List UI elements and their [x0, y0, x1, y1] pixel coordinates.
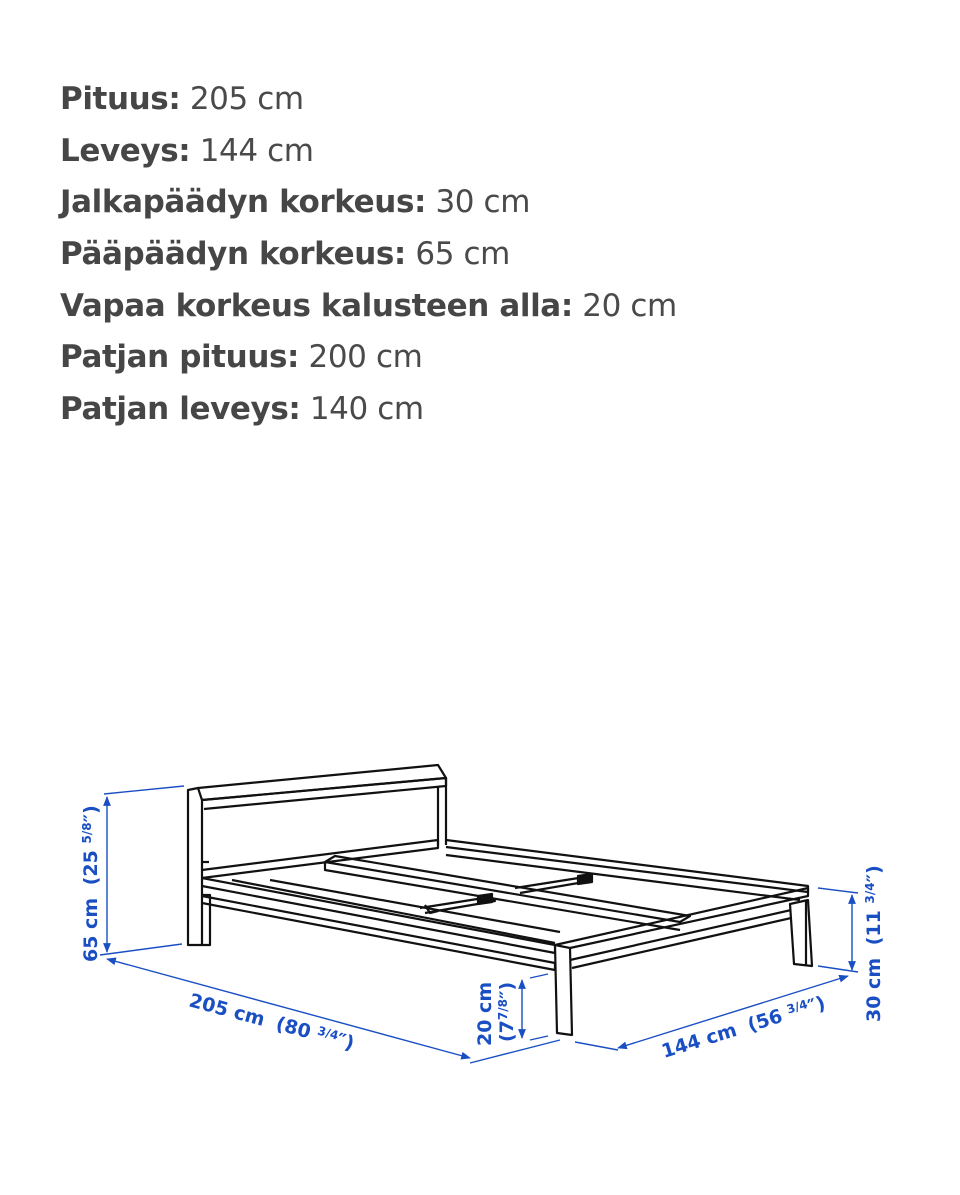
- spec-label: Jalkapäädyn korkeus:: [60, 184, 426, 221]
- spec-value: 144 cm: [190, 132, 314, 169]
- spec-label: Patjan pituus:: [60, 339, 300, 376]
- dim-footboard-height: 30 cm (11 $^{3/4}$″): [863, 865, 885, 1022]
- spec-label: Vapaa korkeus kalusteen alla:: [60, 287, 573, 324]
- bed-dimension-diagram: [0, 740, 960, 1100]
- spec-value: 205 cm: [180, 81, 304, 117]
- dim-width: 144 cm (56 $^{3/4}$″): [659, 992, 829, 1063]
- spec-label: Pääpäädyn korkeus:: [60, 236, 406, 273]
- spec-headboard-height: [60, 229, 677, 281]
- spec-value: 30 cm: [426, 184, 530, 221]
- spec-value: 140 cm: [300, 391, 424, 428]
- spec-footboard-height: [60, 177, 677, 229]
- spec-value: 20 cm: [572, 287, 677, 324]
- spec-mattress-width: [60, 384, 677, 436]
- dim-headboard-height: 65 cm (25 $^{5/8}$″): [80, 805, 102, 962]
- product-dimensions-list: [60, 74, 677, 436]
- spec-value: 200 cm: [299, 339, 423, 376]
- spec-label: Patjan leveys:: [60, 391, 301, 428]
- dim-length: 205 cm (80 $^{3/4}$″): [186, 989, 357, 1055]
- spec-under-clearance: [60, 281, 677, 333]
- spec-width: [60, 126, 677, 178]
- dim-clearance-metric: 20 cm: [474, 981, 496, 1046]
- dim-clearance-imperial: $(7^{7/8}'')$: [496, 981, 518, 1042]
- spec-label: Leveys:: [60, 132, 191, 169]
- spec-label: Pituus:: [60, 81, 181, 117]
- spec-value: 65 cm: [405, 236, 510, 273]
- spec-mattress-length: [60, 332, 677, 384]
- spec-length: [60, 74, 677, 126]
